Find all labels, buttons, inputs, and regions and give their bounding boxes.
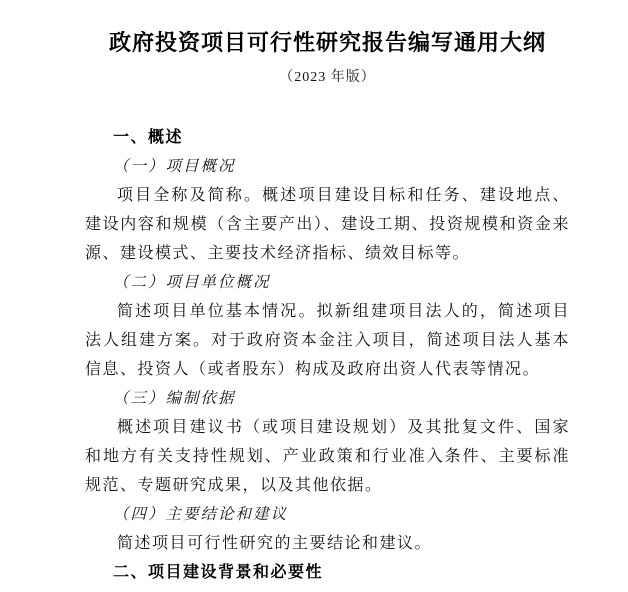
subsection-heading-compilation-basis: （三）编制依据 [113,390,236,407]
paragraph-compilation-basis: 概述项目建议书（或项目建设规划）及其批复文件、国家和地方有关支持性规划、产业政策和行业准入条件、主要标准规范、专题研究成果，以及其他依据。 [85,419,570,494]
subsection-heading-project-overview: （一）项目概况 [113,158,236,175]
subsection-heading-project-unit: （二）项目单位概况 [113,274,271,291]
document-title: 政府投资项目可行性研究报告编写通用大纲 [108,30,546,55]
document-subtitle: （2023 年版） [279,70,376,85]
subsection-heading-conclusions: （四）主要结论和建议 [113,506,289,523]
paragraph-project-unit: 简述项目单位基本情况。拟新组建项目法人的，简述项目法人组建方案。对于政府资本金注入项目，简述项目法人基本信息、投资人（或者股东）构成及政府出资人代表等情况。 [85,303,570,378]
paragraph-project-overview: 项目全称及简称。概述项目建设目标和任务、建设地点、建设内容和规模（含主要产出）、建设工期、投资规模和资金来源、建设模式、主要技术经济指标、绩效目标等。 [85,187,570,262]
section-heading-background-necessity: 二、项目建设背景和必要性 [113,564,324,581]
paragraph-conclusions: 简述项目可行性研究的主要结论和建议。 [117,535,433,552]
section-heading-overview: 一、概述 [113,129,184,146]
document-body [85,123,570,587]
